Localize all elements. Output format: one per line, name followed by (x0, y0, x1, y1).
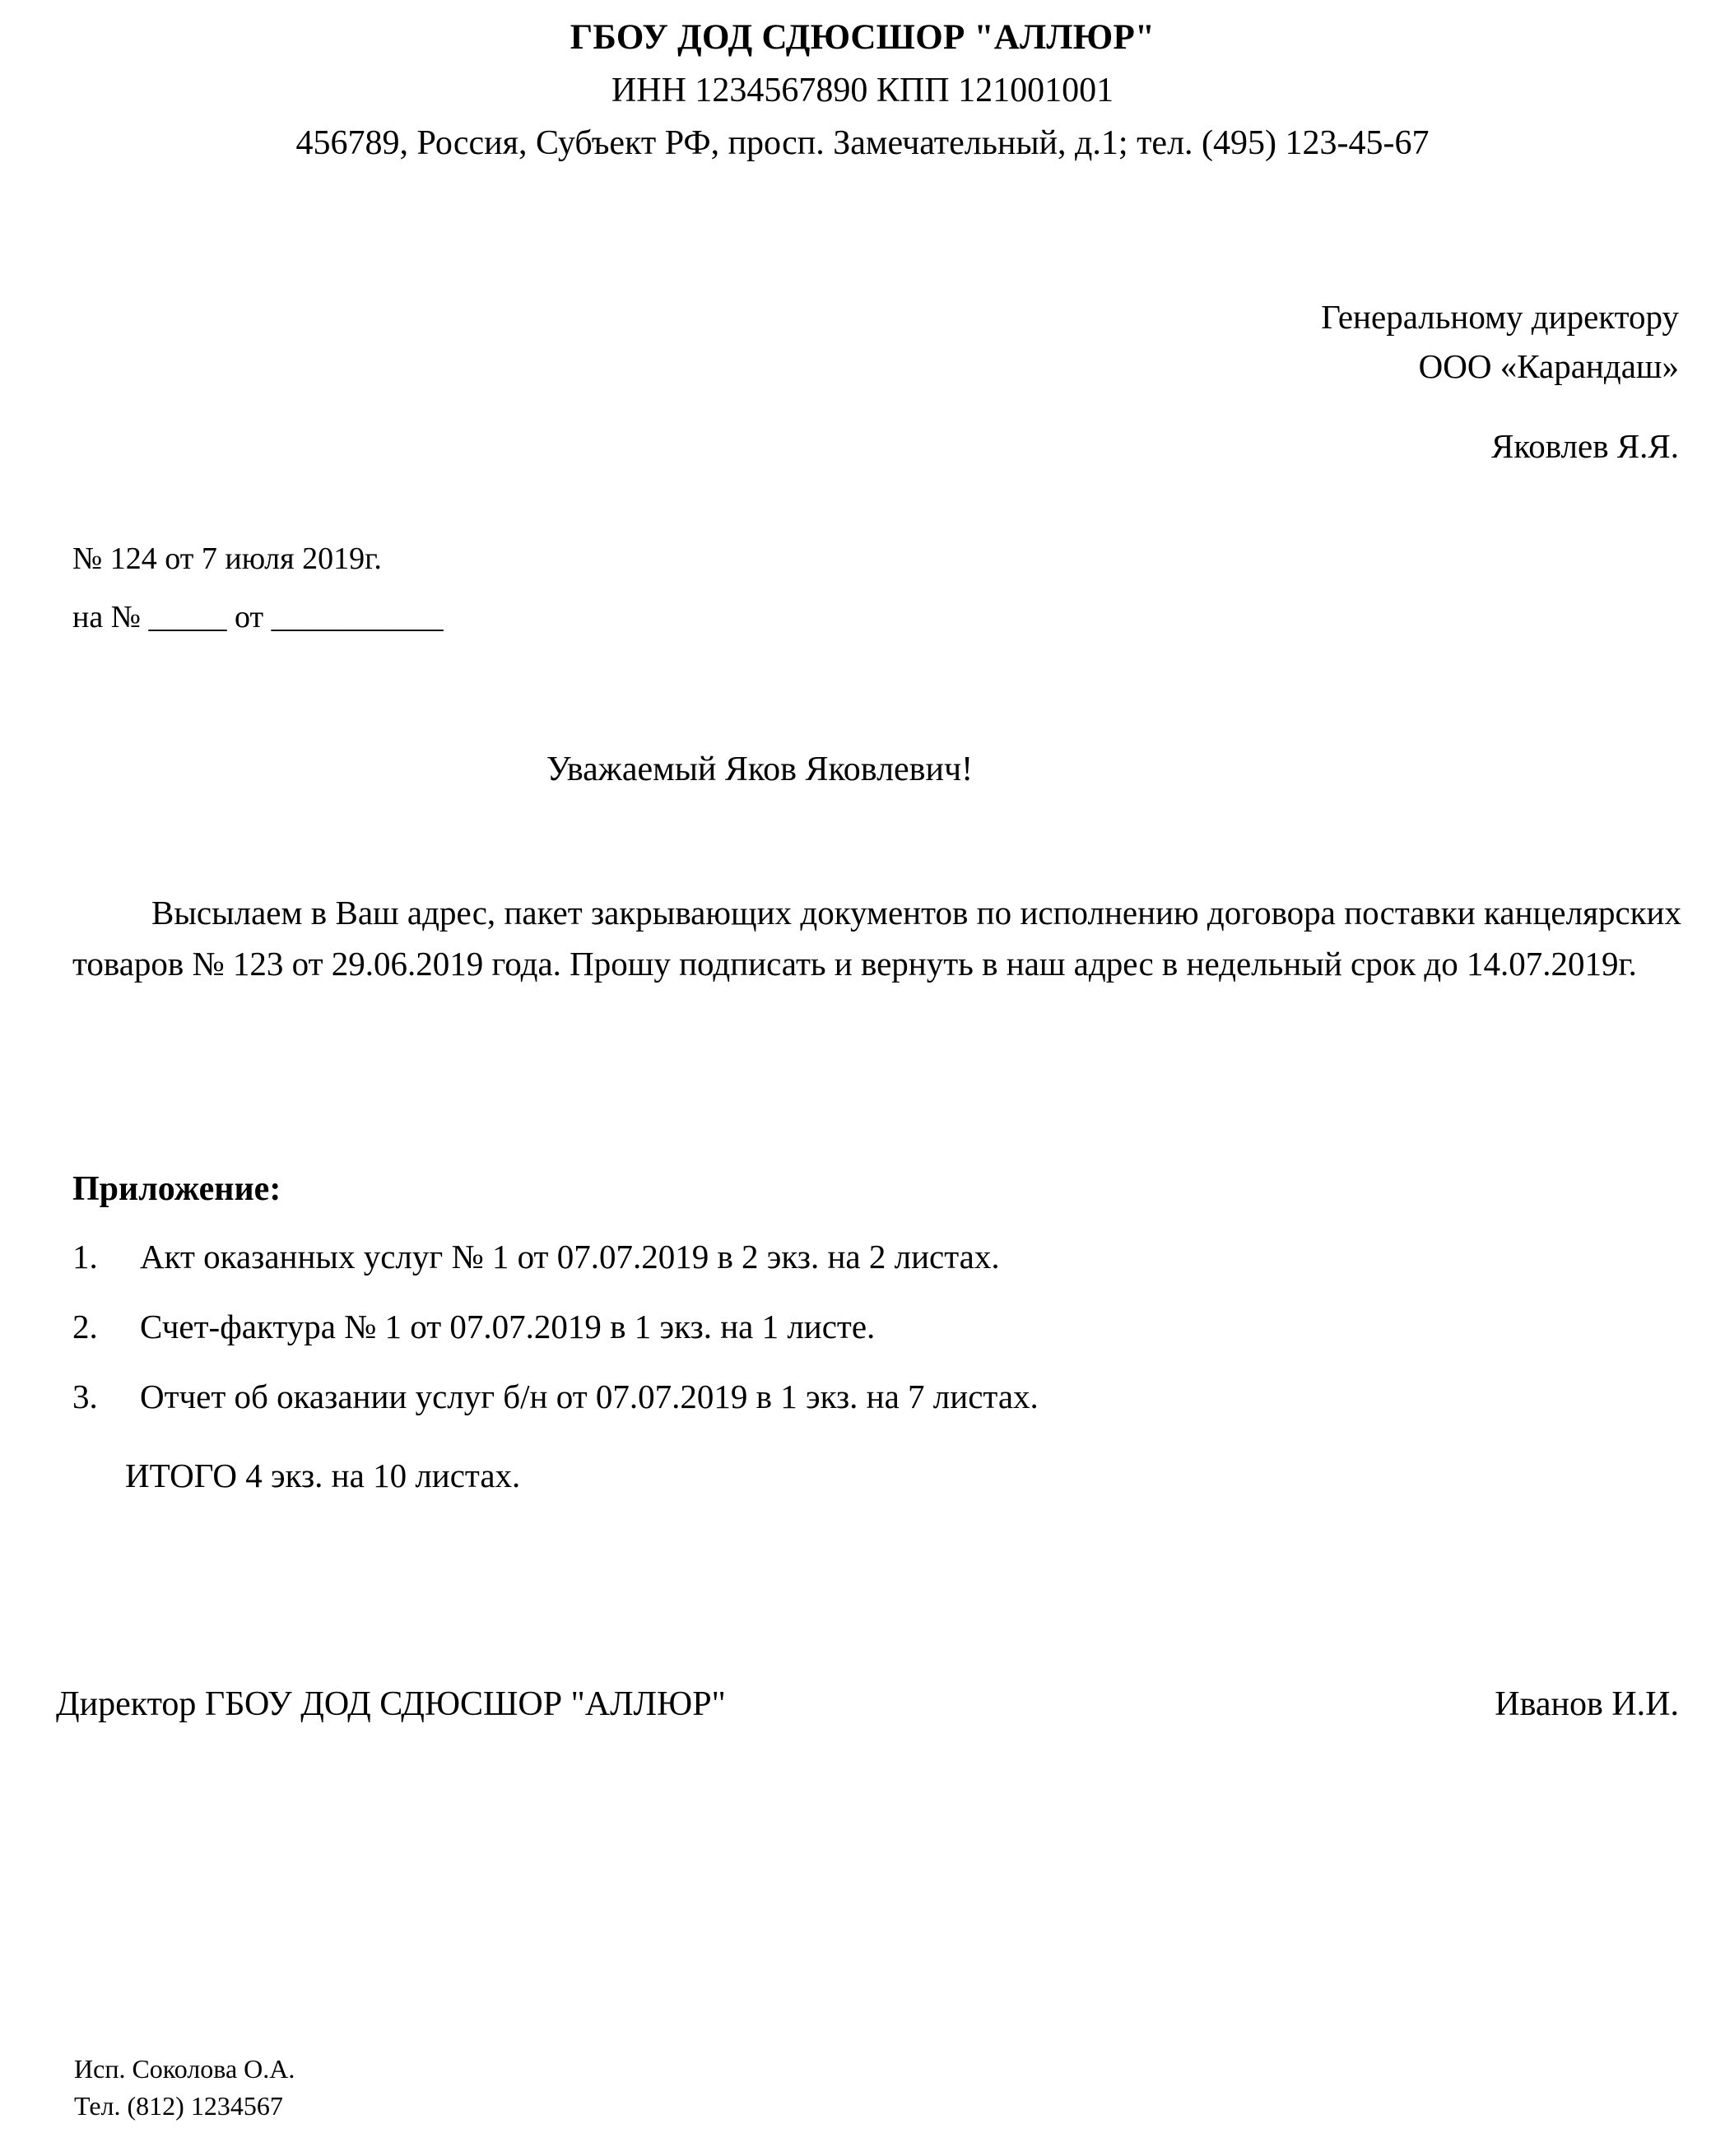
attachments-list (72, 1234, 1636, 1444)
addressee-person: Яковлев Я.Я. (1491, 426, 1679, 465)
letterhead (0, 15, 1725, 167)
list-item-text: Акт оказанных услуг № 1 от 07.07.2019 в 2 экз. на 2 листах. (140, 1238, 1000, 1275)
list-item-number: 3. (72, 1378, 98, 1416)
executor-name: Исп. Соколова О.А. (74, 2054, 295, 2084)
addressee-position: Генеральному директору (1321, 298, 1679, 336)
attachments-total: ИТОГО 4 экз. на 10 листах. (125, 1457, 521, 1494)
list-item-number: 2. (72, 1308, 98, 1346)
letterhead-address: 456789, Россия, Субъект РФ, просп. Замечательный, д.1; тел. (495) 123-45-67 (295, 124, 1430, 163)
attachments-title: Приложение: (72, 1170, 281, 1208)
executor-footer (74, 2051, 295, 2126)
list-item-text: Отчет об оказании услуг б/н от 07.07.2019 в 1 экз. на 7 листах. (140, 1378, 1039, 1416)
list-item (72, 1374, 1636, 1419)
executor-phone: Тел. (812) 1234567 (74, 2091, 283, 2121)
signatory-name: Иванов И.И. (1495, 1685, 1679, 1723)
incoming-reference: на № _____ от ___________ (72, 600, 444, 634)
addressee-company: ООО «Карандаш» (1418, 347, 1679, 386)
signatory-role: Директор ГБОУ ДОД СДЮСШОР "АЛЛЮР" (56, 1685, 726, 1723)
salutation: Уважаемый Яков Яковлевич! (546, 750, 974, 788)
letterhead-organization: ГБОУ ДОД СДЮСШОР "АЛЛЮР" (570, 18, 1155, 57)
body-paragraph: Высылаем в Ваш адрес, пакет закрывающих документов по исполнению договора поставки канцелярских товаров № 123 от 29.06.2019 года. Прошу подписать и вернуть в наш адрес в недельный срок до 14.07.2019г. (72, 894, 1681, 983)
list-item-number: 1. (72, 1238, 98, 1275)
letterhead-tax-ids: ИНН 1234567890 КПП 121001001 (611, 71, 1114, 109)
list-item-text: Счет-фактура № 1 от 07.07.2019 в 1 экз. на 1 листе. (140, 1308, 876, 1346)
addressee-block (971, 292, 1679, 471)
list-item (72, 1304, 1636, 1349)
outgoing-reference: № 124 от 7 июля 2019г. (72, 541, 382, 576)
signature-block (56, 1682, 1679, 1727)
reference-block (72, 543, 444, 633)
list-item (72, 1234, 1636, 1279)
